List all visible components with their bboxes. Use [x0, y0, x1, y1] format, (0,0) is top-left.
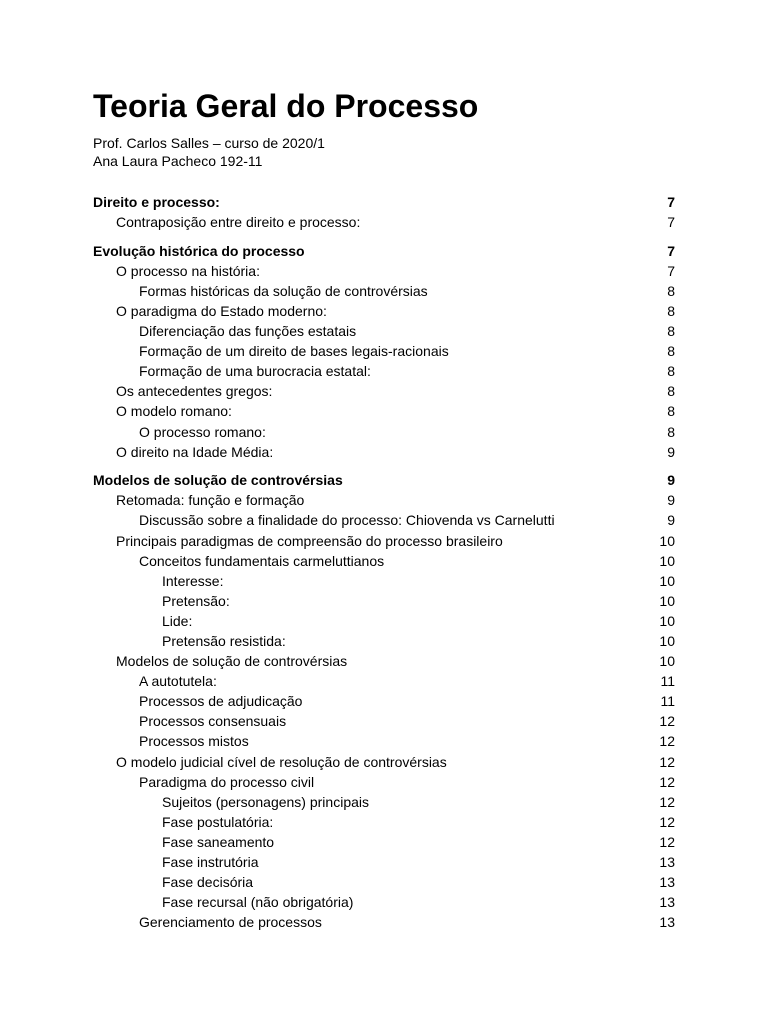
toc-entry[interactable] [93, 832, 675, 852]
toc-entry-page-number: 11 [660, 673, 675, 690]
toc-entry[interactable] [93, 772, 675, 792]
toc-entry-page-number: 10 [659, 612, 675, 629]
toc-entry-page-number: 9 [667, 472, 675, 489]
toc-entry-title: Formação de um direito de bases legais-racionais [139, 343, 449, 360]
toc-entry[interactable] [93, 261, 675, 281]
toc-entry-title: Fase instrutória [162, 854, 259, 870]
toc-entry[interactable] [93, 241, 675, 261]
toc-entry-title: A autotutela: [139, 673, 217, 690]
toc-entry-page-number: 12 [659, 733, 675, 750]
toc-entry-title: Gerenciamento de processos [139, 914, 322, 931]
toc-entry-title: Processos de adjudicação [139, 693, 303, 710]
toc-entry[interactable] [93, 470, 675, 490]
toc-entry[interactable] [93, 381, 675, 401]
toc-entry-page-number: 9 [667, 443, 675, 460]
toc-entry-page-number: 8 [667, 423, 675, 440]
toc-entry-title: Retomada: função e formação [116, 492, 305, 509]
toc-entry-page-number: 10 [659, 632, 675, 649]
author-line: Ana Laura Pacheco 192-11 [93, 153, 263, 169]
toc-entry-title: O processo romano: [139, 423, 266, 440]
toc-entry-title: O modelo judicial cível de resolução de controvérsias [116, 753, 447, 770]
toc-entry[interactable] [93, 852, 675, 872]
toc-entry[interactable] [93, 301, 675, 321]
toc-entry-title: Fase decisória [162, 874, 254, 891]
toc-entry-title: Fase recursal (não obrigatória) [162, 894, 354, 911]
page-title: Teoria Geral do Processo [93, 88, 479, 124]
toc-entry[interactable] [93, 812, 675, 832]
toc-entry[interactable] [93, 671, 675, 691]
toc-entry-title: Modelos de solução de controvérsias [116, 653, 348, 670]
toc-entry[interactable] [93, 192, 675, 212]
toc-entry-title: Processos consensuais [139, 713, 287, 730]
toc-entry[interactable] [93, 442, 675, 462]
toc-entry-title: Discussão sobre a finalidade do processo: Chiovenda vs Carnelutti [139, 512, 555, 529]
toc-entry-page-number: 8 [667, 323, 675, 340]
toc-entry-title: Interesse: [162, 572, 224, 589]
toc-entry[interactable] [93, 401, 675, 421]
toc-entry-title: O processo na história: [116, 262, 260, 279]
toc-entry[interactable] [93, 691, 675, 711]
toc-entry[interactable] [93, 341, 675, 361]
toc-entry[interactable] [93, 490, 675, 510]
toc-entry[interactable] [93, 651, 675, 671]
toc-entry-page-number: 10 [659, 572, 675, 589]
toc-entry-title: Lide: [162, 612, 193, 629]
toc-entry-title: Direito e processo: [93, 194, 220, 210]
toc-entry-page-number: 8 [667, 302, 675, 319]
toc-entry[interactable] [93, 631, 675, 651]
toc-entry-page-number: 12 [659, 753, 675, 770]
table-of-contents [93, 192, 675, 932]
toc-entry[interactable] [93, 792, 675, 812]
toc-entry-page-number: 7 [667, 194, 675, 210]
toc-entry[interactable] [93, 571, 675, 591]
toc-entry-page-number: 8 [667, 343, 675, 360]
toc-entry[interactable] [93, 361, 675, 381]
toc-entry-title: Pretensão: [162, 592, 230, 609]
toc-entry-title: Os antecedentes gregos: [116, 383, 273, 400]
toc-entry-page-number: 12 [659, 833, 675, 850]
toc-entry-page-number: 10 [659, 532, 675, 549]
toc-entry-page-number: 7 [667, 242, 675, 259]
toc-entry-page-number: 12 [659, 813, 675, 830]
toc-entry-page-number: 8 [667, 363, 675, 380]
toc-entry-page-number: 10 [659, 552, 675, 569]
toc-entry[interactable] [93, 912, 675, 932]
toc-entry[interactable] [93, 212, 675, 232]
toc-entry-page-number: 8 [667, 282, 675, 299]
toc-entry-title: Pretensão resistida: [162, 632, 286, 649]
toc-entry-title: Formação de uma burocracia estatal: [139, 363, 371, 380]
toc-entry-title: Paradigma do processo civil [139, 773, 315, 790]
toc-entry-page-number: 10 [659, 592, 675, 609]
toc-entry-title: Processos mistos [139, 733, 249, 750]
toc-entry-title: Contraposição entre direito e processo: [116, 214, 361, 231]
professor-course-line: Prof. Carlos Salles – curso de 2020/1 [93, 135, 325, 151]
toc-entry[interactable] [93, 752, 675, 772]
toc-entry-page-number: 12 [659, 773, 675, 790]
toc-entry-page-number: 12 [659, 793, 675, 810]
toc-entry-page-number: 7 [667, 262, 675, 279]
toc-entry-title: Modelos de solução de controvérsias [93, 472, 343, 489]
toc-entry[interactable] [93, 422, 675, 442]
toc-entry-page-number: 13 [659, 914, 675, 931]
toc-entry[interactable] [93, 531, 675, 551]
toc-entry-title: Fase postulatória: [162, 813, 274, 830]
toc-entry[interactable] [93, 551, 675, 571]
toc-entry-title: Sujeitos (personagens) principais [162, 793, 369, 810]
toc-entry-page-number: 13 [659, 874, 675, 891]
toc-entry-title: O paradigma do Estado moderno: [116, 302, 327, 319]
toc-entry-page-number: 10 [659, 653, 675, 670]
toc-entry[interactable] [93, 281, 675, 301]
toc-entry-page-number: 12 [659, 713, 675, 730]
toc-entry-title: O modelo romano: [116, 403, 232, 420]
toc-entry[interactable] [93, 510, 675, 530]
toc-entry[interactable] [93, 892, 675, 912]
toc-entry-title: Principais paradigmas de compreensão do processo brasileiro [116, 532, 503, 549]
toc-entry[interactable] [93, 321, 675, 341]
toc-entry[interactable] [93, 591, 675, 611]
toc-entry[interactable] [93, 872, 675, 892]
toc-entry[interactable] [93, 711, 675, 731]
toc-entry-page-number: 8 [667, 383, 675, 400]
toc-entry-page-number: 7 [667, 214, 675, 231]
toc-entry-page-number: 11 [660, 693, 675, 710]
toc-entry-page-number: 9 [667, 492, 675, 509]
toc-entry-page-number: 13 [659, 894, 675, 911]
toc-entry[interactable] [93, 611, 675, 631]
toc-entry-title: Diferenciação das funções estatais [139, 323, 357, 340]
toc-entry-page-number: 9 [667, 512, 675, 529]
toc-entry-title: O direito na Idade Média: [116, 443, 274, 460]
toc-entry-title: Evolução histórica do processo [93, 242, 305, 259]
toc-entry-title: Formas históricas da solução de controvérsias [139, 282, 428, 299]
toc-entry-title: Fase saneamento [162, 833, 275, 850]
toc-entry-title: Conceitos fundamentais carmeluttianos [139, 552, 385, 569]
toc-entry[interactable] [93, 731, 675, 751]
toc-entry-page-number: 13 [659, 854, 675, 870]
toc-entry-page-number: 8 [667, 403, 675, 420]
